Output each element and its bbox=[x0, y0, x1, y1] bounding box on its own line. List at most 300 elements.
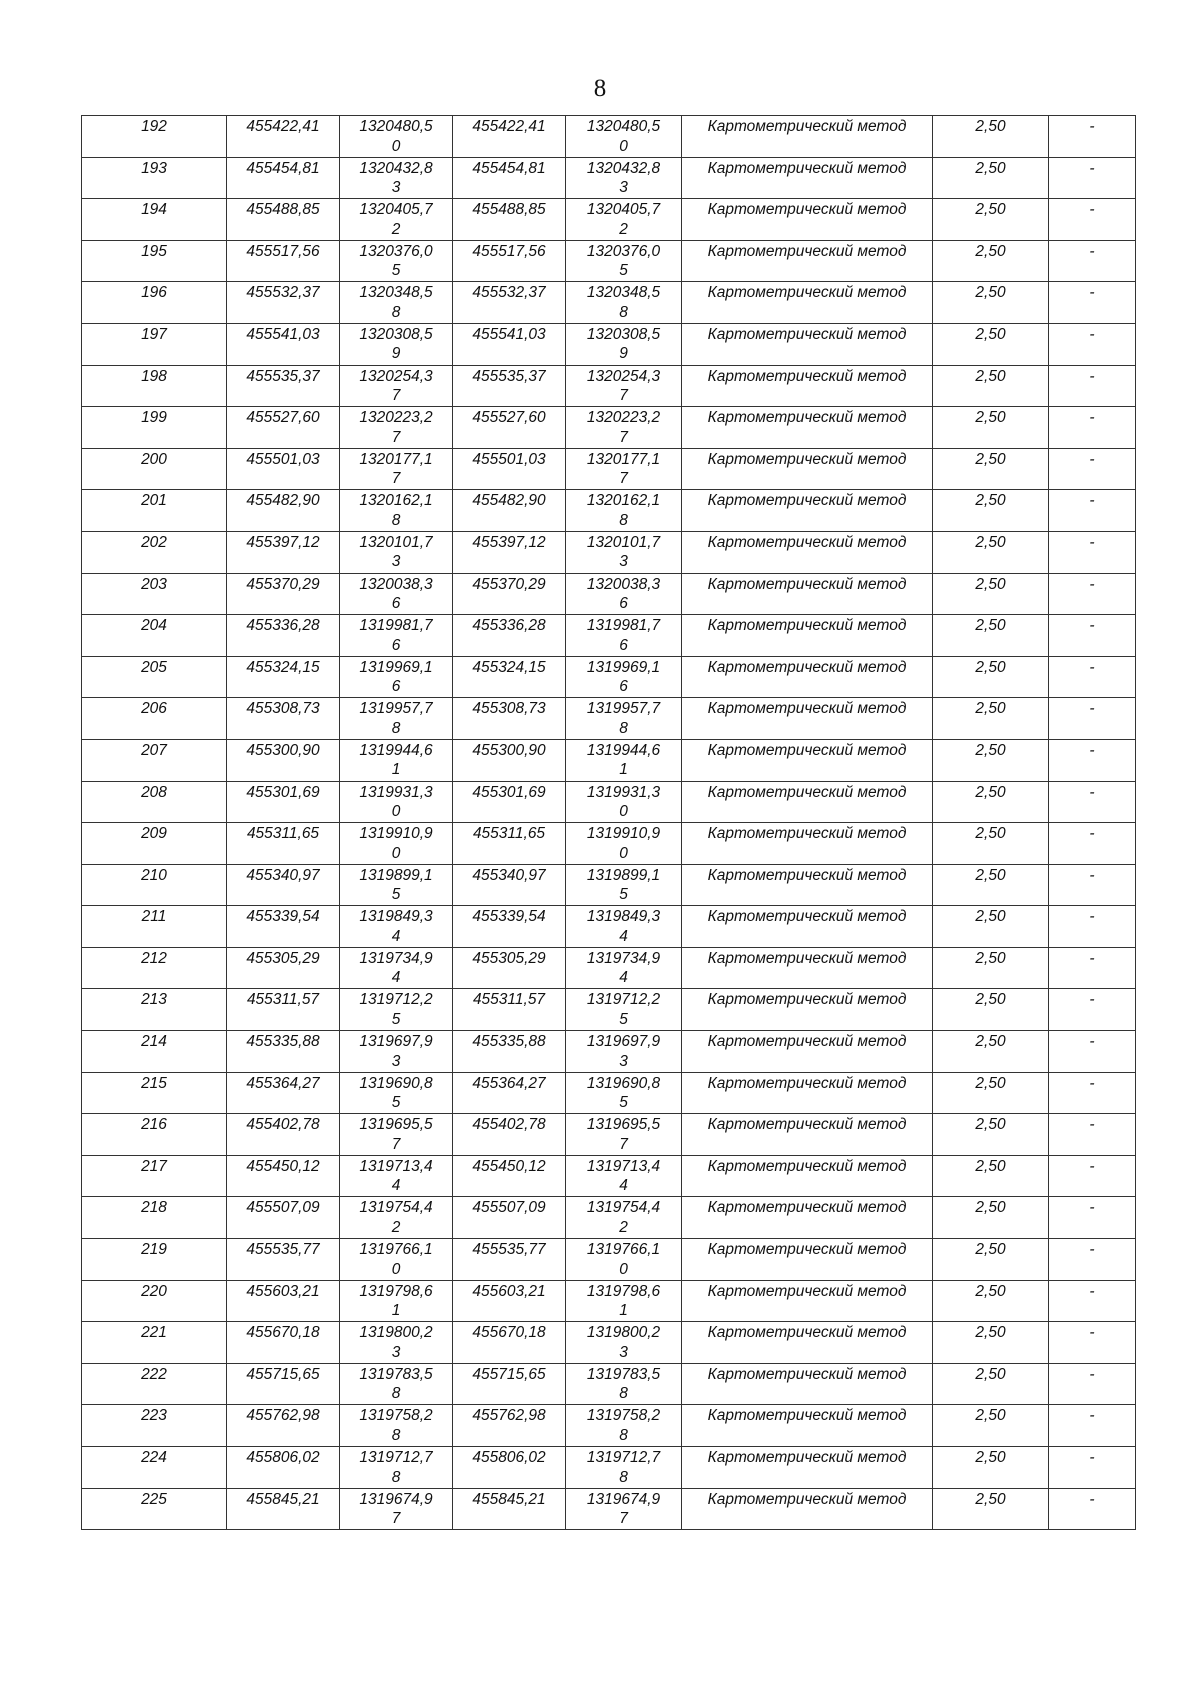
y-coordinate-cell bbox=[340, 698, 453, 740]
point-number-cell: 203 bbox=[82, 573, 227, 615]
accuracy-cell: 2,50 bbox=[933, 490, 1049, 532]
y-coordinate-cell-line-1: 1320308,5 bbox=[359, 325, 433, 343]
y-coordinate-cell-line-2: 3 bbox=[391, 1052, 401, 1070]
accuracy-cell: 2,50 bbox=[933, 407, 1049, 449]
y-coordinate-new-cell-line-1: 1319712,7 bbox=[586, 1449, 661, 1466]
description-cell: - bbox=[1049, 573, 1136, 615]
point-number-cell: 211 bbox=[82, 906, 227, 948]
description-cell: - bbox=[1049, 906, 1136, 948]
point-number-cell: 224 bbox=[82, 1447, 227, 1489]
description-cell: - bbox=[1049, 282, 1136, 324]
description-cell: - bbox=[1049, 615, 1136, 657]
y-coordinate-new-cell-line-1: 1320254,3 bbox=[586, 367, 661, 385]
y-coordinate-new-cell-line-1: 1319931,3 bbox=[586, 783, 661, 801]
description-cell: - bbox=[1049, 1114, 1136, 1156]
y-coordinate-cell-line-1: 1319758,2 bbox=[359, 1407, 433, 1425]
y-coordinate-new-cell-line-1: 1320223,2 bbox=[586, 409, 661, 427]
y-coordinate-cell-line-2: 7 bbox=[391, 387, 401, 405]
method-cell: Картометрический метод bbox=[682, 1363, 933, 1405]
y-coordinate-cell bbox=[340, 199, 453, 241]
method-cell: Картометрический метод bbox=[682, 573, 933, 615]
y-coordinate-new-cell-line-1: 1320348,5 bbox=[586, 284, 661, 302]
y-coordinate-cell-line-2: 5 bbox=[391, 262, 401, 280]
x-coordinate-cell: 455397,12 bbox=[227, 531, 340, 573]
table-row bbox=[82, 989, 1136, 1031]
description-cell: - bbox=[1049, 365, 1136, 407]
point-number-cell: 200 bbox=[82, 448, 227, 490]
x-coordinate-new-cell: 455527,60 bbox=[453, 407, 566, 449]
description-cell: - bbox=[1049, 947, 1136, 989]
point-number-cell: 215 bbox=[82, 1072, 227, 1114]
y-coordinate-cell-line-2: 3 bbox=[391, 553, 401, 571]
y-coordinate-new-cell-line-1: 1320376,0 bbox=[586, 242, 661, 260]
y-coordinate-cell-line-2: 0 bbox=[391, 1260, 401, 1278]
y-coordinate-cell-line-2: 7 bbox=[391, 1135, 401, 1153]
y-coordinate-cell bbox=[340, 656, 453, 698]
x-coordinate-cell: 455715,65 bbox=[227, 1363, 340, 1405]
method-cell: Картометрический метод bbox=[682, 490, 933, 532]
y-coordinate-new-cell bbox=[566, 823, 682, 865]
method-cell: Картометрический метод bbox=[682, 240, 933, 282]
point-number-cell: 204 bbox=[82, 615, 227, 657]
y-coordinate-cell-line-2: 3 bbox=[391, 1343, 401, 1361]
x-coordinate-new-cell: 455324,15 bbox=[453, 656, 566, 698]
accuracy-cell: 2,50 bbox=[933, 1280, 1049, 1322]
y-coordinate-cell-line-2: 4 bbox=[391, 1177, 401, 1195]
method-cell: Картометрический метод bbox=[682, 1197, 933, 1239]
y-coordinate-new-cell-line-2: 6 bbox=[619, 595, 628, 613]
x-coordinate-new-cell: 455397,12 bbox=[453, 531, 566, 573]
table-row bbox=[82, 947, 1136, 989]
table-row bbox=[82, 116, 1136, 158]
x-coordinate-cell: 455535,77 bbox=[227, 1239, 340, 1281]
table-row bbox=[82, 698, 1136, 740]
x-coordinate-cell: 455450,12 bbox=[227, 1155, 340, 1197]
y-coordinate-new-cell bbox=[566, 407, 682, 449]
y-coordinate-new-cell bbox=[566, 199, 682, 241]
x-coordinate-new-cell: 455402,78 bbox=[453, 1114, 566, 1156]
y-coordinate-cell-line-2: 4 bbox=[391, 969, 401, 987]
x-coordinate-cell: 455370,29 bbox=[227, 573, 340, 615]
y-coordinate-new-cell-line-2: 8 bbox=[619, 511, 628, 529]
y-coordinate-new-cell-line-1: 1319899,1 bbox=[586, 866, 661, 884]
point-number-cell: 201 bbox=[82, 490, 227, 532]
accuracy-cell: 2,50 bbox=[933, 1488, 1049, 1530]
y-coordinate-cell-line-2: 0 bbox=[391, 803, 401, 820]
method-cell: Картометрический метод bbox=[682, 282, 933, 324]
accuracy-cell: 2,50 bbox=[933, 1405, 1049, 1447]
y-coordinate-new-cell-line-1: 1319674,9 bbox=[586, 1490, 661, 1508]
y-coordinate-new-cell bbox=[566, 1322, 682, 1364]
y-coordinate-cell bbox=[340, 448, 453, 490]
x-coordinate-new-cell: 455603,21 bbox=[453, 1280, 566, 1322]
table-row bbox=[82, 615, 1136, 657]
x-coordinate-cell: 455762,98 bbox=[227, 1405, 340, 1447]
y-coordinate-cell bbox=[340, 1322, 453, 1364]
y-coordinate-new-cell-line-2: 5 bbox=[619, 262, 628, 280]
y-coordinate-new-cell-line-2: 8 bbox=[619, 1385, 628, 1403]
y-coordinate-cell-line-2: 2 bbox=[391, 220, 401, 238]
y-coordinate-new-cell-line-1: 1320101,7 bbox=[586, 533, 661, 551]
y-coordinate-new-cell bbox=[566, 1239, 682, 1281]
point-number-cell: 198 bbox=[82, 365, 227, 407]
point-number-cell: 222 bbox=[82, 1363, 227, 1405]
y-coordinate-cell-line-1: 1319910,9 bbox=[359, 825, 433, 843]
y-coordinate-cell-line-1: 1320480,5 bbox=[359, 118, 433, 135]
y-coordinate-cell-line-2: 7 bbox=[391, 470, 401, 488]
accuracy-cell: 2,50 bbox=[933, 1155, 1049, 1197]
y-coordinate-cell-line-1: 1319766,1 bbox=[359, 1241, 433, 1259]
y-coordinate-new-cell-line-1: 1320162,1 bbox=[586, 492, 661, 510]
y-coordinate-cell-line-1: 1319931,3 bbox=[359, 783, 433, 801]
y-coordinate-cell bbox=[340, 282, 453, 324]
coordinates-table-body bbox=[82, 116, 1136, 1530]
accuracy-cell: 2,50 bbox=[933, 1239, 1049, 1281]
method-cell: Картометрический метод bbox=[682, 739, 933, 781]
method-cell: Картометрический метод bbox=[682, 1239, 933, 1281]
description-cell: - bbox=[1049, 1155, 1136, 1197]
y-coordinate-new-cell bbox=[566, 656, 682, 698]
y-coordinate-new-cell-line-1: 1319697,9 bbox=[586, 1033, 661, 1051]
y-coordinate-cell bbox=[340, 864, 453, 906]
page-number: 8 bbox=[593, 75, 607, 102]
description-cell: - bbox=[1049, 864, 1136, 906]
point-number-cell: 213 bbox=[82, 989, 227, 1031]
accuracy-cell: 2,50 bbox=[933, 1363, 1049, 1405]
table-row bbox=[82, 1447, 1136, 1489]
y-coordinate-cell-line-1: 1319783,5 bbox=[359, 1365, 433, 1383]
accuracy-cell: 2,50 bbox=[933, 531, 1049, 573]
y-coordinate-cell-line-2: 1 bbox=[391, 761, 401, 779]
accuracy-cell: 2,50 bbox=[933, 448, 1049, 490]
y-coordinate-new-cell-line-2: 0 bbox=[619, 803, 628, 820]
method-cell: Картометрический метод bbox=[682, 323, 933, 365]
accuracy-cell: 2,50 bbox=[933, 1031, 1049, 1073]
y-coordinate-new-cell-line-2: 6 bbox=[619, 678, 628, 696]
method-cell: Картометрический метод bbox=[682, 1280, 933, 1322]
y-coordinate-new-cell bbox=[566, 989, 682, 1031]
y-coordinate-new-cell bbox=[566, 1447, 682, 1489]
y-coordinate-cell bbox=[340, 490, 453, 532]
table-row bbox=[82, 407, 1136, 449]
point-number-cell: 223 bbox=[82, 1405, 227, 1447]
x-coordinate-new-cell: 455715,65 bbox=[453, 1363, 566, 1405]
description-cell: - bbox=[1049, 1239, 1136, 1281]
y-coordinate-cell-line-1: 1320223,2 bbox=[359, 409, 433, 427]
y-coordinate-cell-line-2: 8 bbox=[391, 719, 401, 737]
description-cell: - bbox=[1049, 490, 1136, 532]
x-coordinate-new-cell: 455311,65 bbox=[453, 823, 566, 865]
y-coordinate-cell bbox=[340, 823, 453, 865]
y-coordinate-new-cell bbox=[566, 573, 682, 615]
y-coordinate-cell bbox=[340, 157, 453, 199]
y-coordinate-cell-line-1: 1319697,9 bbox=[359, 1033, 433, 1051]
description-cell: - bbox=[1049, 739, 1136, 781]
y-coordinate-new-cell bbox=[566, 906, 682, 948]
x-coordinate-new-cell: 455488,85 bbox=[453, 199, 566, 241]
table-row bbox=[82, 448, 1136, 490]
y-coordinate-new-cell bbox=[566, 1488, 682, 1530]
method-cell: Картометрический метод bbox=[682, 116, 933, 158]
table-row bbox=[82, 739, 1136, 781]
point-number-cell: 210 bbox=[82, 864, 227, 906]
y-coordinate-new-cell bbox=[566, 615, 682, 657]
x-coordinate-new-cell: 455335,88 bbox=[453, 1031, 566, 1073]
point-number-cell: 207 bbox=[82, 739, 227, 781]
y-coordinate-cell-line-2: 4 bbox=[391, 927, 401, 945]
accuracy-cell: 2,50 bbox=[933, 615, 1049, 657]
y-coordinate-cell-line-1: 1319981,7 bbox=[359, 617, 433, 635]
description-cell: - bbox=[1049, 989, 1136, 1031]
point-number-cell: 209 bbox=[82, 823, 227, 865]
table-row bbox=[82, 906, 1136, 948]
point-number-cell: 193 bbox=[82, 157, 227, 199]
x-coordinate-new-cell: 455507,09 bbox=[453, 1197, 566, 1239]
x-coordinate-cell: 455305,29 bbox=[227, 947, 340, 989]
y-coordinate-new-cell-line-2: 4 bbox=[619, 927, 628, 945]
y-coordinate-cell-line-2: 8 bbox=[391, 303, 401, 321]
y-coordinate-new-cell-line-2: 3 bbox=[619, 1343, 628, 1361]
method-cell: Картометрический метод bbox=[682, 947, 933, 989]
x-coordinate-cell: 455324,15 bbox=[227, 656, 340, 698]
x-coordinate-new-cell: 455336,28 bbox=[453, 615, 566, 657]
y-coordinate-new-cell-line-2: 2 bbox=[619, 1218, 628, 1236]
y-coordinate-new-cell-line-1: 1319783,5 bbox=[586, 1365, 661, 1383]
accuracy-cell: 2,50 bbox=[933, 906, 1049, 948]
y-coordinate-new-cell-line-2: 4 bbox=[619, 969, 628, 987]
y-coordinate-new-cell-line-2: 5 bbox=[619, 886, 628, 904]
y-coordinate-new-cell bbox=[566, 1155, 682, 1197]
y-coordinate-new-cell bbox=[566, 1363, 682, 1405]
coordinates-table bbox=[81, 115, 1136, 1530]
y-coordinate-cell-line-2: 8 bbox=[391, 511, 401, 529]
y-coordinate-new-cell bbox=[566, 1197, 682, 1239]
x-coordinate-new-cell: 455311,57 bbox=[453, 989, 566, 1031]
x-coordinate-new-cell: 455308,73 bbox=[453, 698, 566, 740]
y-coordinate-cell-line-1: 1320177,1 bbox=[359, 450, 433, 468]
point-number-cell: 221 bbox=[82, 1322, 227, 1364]
y-coordinate-cell-line-1: 1319754,4 bbox=[359, 1199, 433, 1217]
x-coordinate-new-cell: 455806,02 bbox=[453, 1447, 566, 1489]
table-row bbox=[82, 323, 1136, 365]
method-cell: Картометрический метод bbox=[682, 1488, 933, 1530]
point-number-cell: 206 bbox=[82, 698, 227, 740]
y-coordinate-new-cell bbox=[566, 240, 682, 282]
accuracy-cell: 2,50 bbox=[933, 1197, 1049, 1239]
y-coordinate-cell bbox=[340, 531, 453, 573]
point-number-cell: 195 bbox=[82, 240, 227, 282]
y-coordinate-new-cell bbox=[566, 739, 682, 781]
description-cell: - bbox=[1049, 823, 1136, 865]
y-coordinate-cell-line-2: 6 bbox=[391, 595, 401, 613]
y-coordinate-new-cell-line-2: 3 bbox=[619, 179, 628, 197]
table-row bbox=[82, 365, 1136, 407]
description-cell: - bbox=[1049, 1447, 1136, 1489]
y-coordinate-new-cell-line-1: 1319712,2 bbox=[586, 991, 661, 1009]
y-coordinate-cell-line-1: 1320348,5 bbox=[359, 284, 433, 302]
method-cell: Картометрический метод bbox=[682, 1114, 933, 1156]
point-number-cell: 214 bbox=[82, 1031, 227, 1073]
accuracy-cell: 2,50 bbox=[933, 864, 1049, 906]
x-coordinate-new-cell: 455532,37 bbox=[453, 282, 566, 324]
y-coordinate-cell-line-2: 1 bbox=[391, 1302, 401, 1320]
y-coordinate-cell bbox=[340, 781, 453, 823]
x-coordinate-cell: 455501,03 bbox=[227, 448, 340, 490]
y-coordinate-new-cell-line-1: 1319734,9 bbox=[586, 949, 661, 967]
description-cell: - bbox=[1049, 1488, 1136, 1530]
table-row bbox=[82, 282, 1136, 324]
x-coordinate-cell: 455670,18 bbox=[227, 1322, 340, 1364]
y-coordinate-new-cell-line-2: 8 bbox=[619, 1468, 628, 1486]
x-coordinate-new-cell: 455370,29 bbox=[453, 573, 566, 615]
y-coordinate-new-cell bbox=[566, 1072, 682, 1114]
y-coordinate-cell bbox=[340, 615, 453, 657]
method-cell: Картометрический метод bbox=[682, 1322, 933, 1364]
y-coordinate-new-cell bbox=[566, 490, 682, 532]
y-coordinate-cell-line-1: 1319734,9 bbox=[359, 949, 433, 967]
y-coordinate-new-cell-line-1: 1320405,7 bbox=[586, 201, 661, 219]
y-coordinate-new-cell bbox=[566, 282, 682, 324]
table-row bbox=[82, 1488, 1136, 1530]
description-cell: - bbox=[1049, 531, 1136, 573]
y-coordinate-cell-line-1: 1319690,8 bbox=[359, 1074, 433, 1092]
x-coordinate-cell: 455422,41 bbox=[227, 116, 340, 158]
accuracy-cell: 2,50 bbox=[933, 1072, 1049, 1114]
method-cell: Картометрический метод bbox=[682, 781, 933, 823]
table-row bbox=[82, 157, 1136, 199]
accuracy-cell: 2,50 bbox=[933, 656, 1049, 698]
y-coordinate-cell-line-2: 0 bbox=[391, 137, 401, 155]
table-row bbox=[82, 490, 1136, 532]
accuracy-cell: 2,50 bbox=[933, 1447, 1049, 1489]
y-coordinate-new-cell-line-1: 1319754,4 bbox=[586, 1199, 661, 1217]
y-coordinate-cell bbox=[340, 1405, 453, 1447]
y-coordinate-new-cell bbox=[566, 323, 682, 365]
y-coordinate-cell-line-2: 6 bbox=[391, 636, 401, 654]
description-cell: - bbox=[1049, 240, 1136, 282]
table-row bbox=[82, 1322, 1136, 1364]
table-row bbox=[82, 781, 1136, 823]
method-cell: Картометрический метод bbox=[682, 1072, 933, 1114]
y-coordinate-cell-line-1: 1319674,9 bbox=[359, 1490, 433, 1508]
y-coordinate-new-cell-line-1: 1319969,1 bbox=[586, 658, 661, 676]
y-coordinate-new-cell-line-1: 1319944,6 bbox=[586, 741, 661, 759]
y-coordinate-cell bbox=[340, 323, 453, 365]
description-cell: - bbox=[1049, 116, 1136, 158]
x-coordinate-cell: 455527,60 bbox=[227, 407, 340, 449]
description-cell: - bbox=[1049, 1405, 1136, 1447]
y-coordinate-cell bbox=[340, 989, 453, 1031]
accuracy-cell: 2,50 bbox=[933, 698, 1049, 740]
x-coordinate-new-cell: 455364,27 bbox=[453, 1072, 566, 1114]
y-coordinate-cell bbox=[340, 1155, 453, 1197]
y-coordinate-cell-line-1: 1319713,4 bbox=[359, 1157, 433, 1175]
x-coordinate-new-cell: 455300,90 bbox=[453, 739, 566, 781]
x-coordinate-new-cell: 455422,41 bbox=[453, 116, 566, 158]
y-coordinate-new-cell-line-1: 1319690,8 bbox=[586, 1074, 661, 1092]
y-coordinate-new-cell-line-1: 1319910,9 bbox=[586, 825, 661, 843]
table-row bbox=[82, 1155, 1136, 1197]
x-coordinate-cell: 455541,03 bbox=[227, 323, 340, 365]
method-cell: Картометрический метод bbox=[682, 1155, 933, 1197]
x-coordinate-cell: 455311,65 bbox=[227, 823, 340, 865]
y-coordinate-cell-line-1: 1319712,7 bbox=[359, 1449, 433, 1466]
y-coordinate-cell-line-2: 6 bbox=[391, 678, 401, 696]
point-number-cell: 212 bbox=[82, 947, 227, 989]
table-row bbox=[82, 199, 1136, 241]
point-number-cell: 217 bbox=[82, 1155, 227, 1197]
y-coordinate-cell bbox=[340, 1280, 453, 1322]
y-coordinate-cell-line-2: 8 bbox=[391, 1468, 401, 1486]
table-row bbox=[82, 656, 1136, 698]
method-cell: Картометрический метод bbox=[682, 906, 933, 948]
y-coordinate-cell bbox=[340, 739, 453, 781]
y-coordinate-new-cell-line-2: 6 bbox=[619, 636, 628, 654]
table-row bbox=[82, 1197, 1136, 1239]
y-coordinate-new-cell-line-1: 1320038,3 bbox=[586, 575, 661, 593]
x-coordinate-new-cell: 455482,90 bbox=[453, 490, 566, 532]
x-coordinate-cell: 455454,81 bbox=[227, 157, 340, 199]
method-cell: Картометрический метод bbox=[682, 448, 933, 490]
y-coordinate-cell bbox=[340, 365, 453, 407]
table-row bbox=[82, 1363, 1136, 1405]
y-coordinate-new-cell-line-2: 2 bbox=[619, 220, 628, 238]
accuracy-cell: 2,50 bbox=[933, 1114, 1049, 1156]
x-coordinate-new-cell: 455845,21 bbox=[453, 1488, 566, 1530]
method-cell: Картометрический метод bbox=[682, 1447, 933, 1489]
y-coordinate-new-cell-line-1: 1320177,1 bbox=[586, 450, 661, 468]
table-row bbox=[82, 1280, 1136, 1322]
table-row bbox=[82, 573, 1136, 615]
y-coordinate-cell-line-1: 1320376,0 bbox=[359, 242, 433, 260]
y-coordinate-new-cell-line-2: 8 bbox=[619, 1426, 628, 1444]
accuracy-cell: 2,50 bbox=[933, 573, 1049, 615]
y-coordinate-cell-line-1: 1319712,2 bbox=[359, 991, 433, 1009]
x-coordinate-cell: 455340,97 bbox=[227, 864, 340, 906]
accuracy-cell: 2,50 bbox=[933, 781, 1049, 823]
y-coordinate-new-cell-line-2: 0 bbox=[619, 1260, 628, 1278]
y-coordinate-new-cell-line-1: 1319957,7 bbox=[586, 700, 661, 718]
table-row bbox=[82, 1072, 1136, 1114]
y-coordinate-new-cell bbox=[566, 448, 682, 490]
method-cell: Картометрический метод bbox=[682, 157, 933, 199]
y-coordinate-cell bbox=[340, 1072, 453, 1114]
table-row bbox=[82, 1239, 1136, 1281]
y-coordinate-new-cell-line-2: 4 bbox=[619, 1177, 628, 1195]
description-cell: - bbox=[1049, 1072, 1136, 1114]
y-coordinate-cell-line-1: 1319849,3 bbox=[359, 908, 433, 926]
y-coordinate-cell-line-2: 9 bbox=[391, 345, 401, 363]
x-coordinate-new-cell: 455454,81 bbox=[453, 157, 566, 199]
y-coordinate-cell bbox=[340, 947, 453, 989]
y-coordinate-cell-line-1: 1319800,2 bbox=[359, 1324, 433, 1342]
point-number-cell: 192 bbox=[82, 116, 227, 158]
y-coordinate-new-cell-line-1: 1319695,5 bbox=[586, 1116, 661, 1134]
method-cell: Картометрический метод bbox=[682, 864, 933, 906]
point-number-cell: 216 bbox=[82, 1114, 227, 1156]
x-coordinate-cell: 455535,37 bbox=[227, 365, 340, 407]
accuracy-cell: 2,50 bbox=[933, 240, 1049, 282]
y-coordinate-cell-line-1: 1319798,6 bbox=[359, 1282, 433, 1300]
y-coordinate-new-cell-line-2: 5 bbox=[619, 1010, 628, 1028]
x-coordinate-cell: 455311,57 bbox=[227, 989, 340, 1031]
table-row bbox=[82, 1114, 1136, 1156]
method-cell: Картометрический метод bbox=[682, 823, 933, 865]
y-coordinate-new-cell bbox=[566, 1280, 682, 1322]
description-cell: - bbox=[1049, 781, 1136, 823]
y-coordinate-cell-line-1: 1320405,7 bbox=[359, 201, 433, 219]
y-coordinate-cell bbox=[340, 1031, 453, 1073]
